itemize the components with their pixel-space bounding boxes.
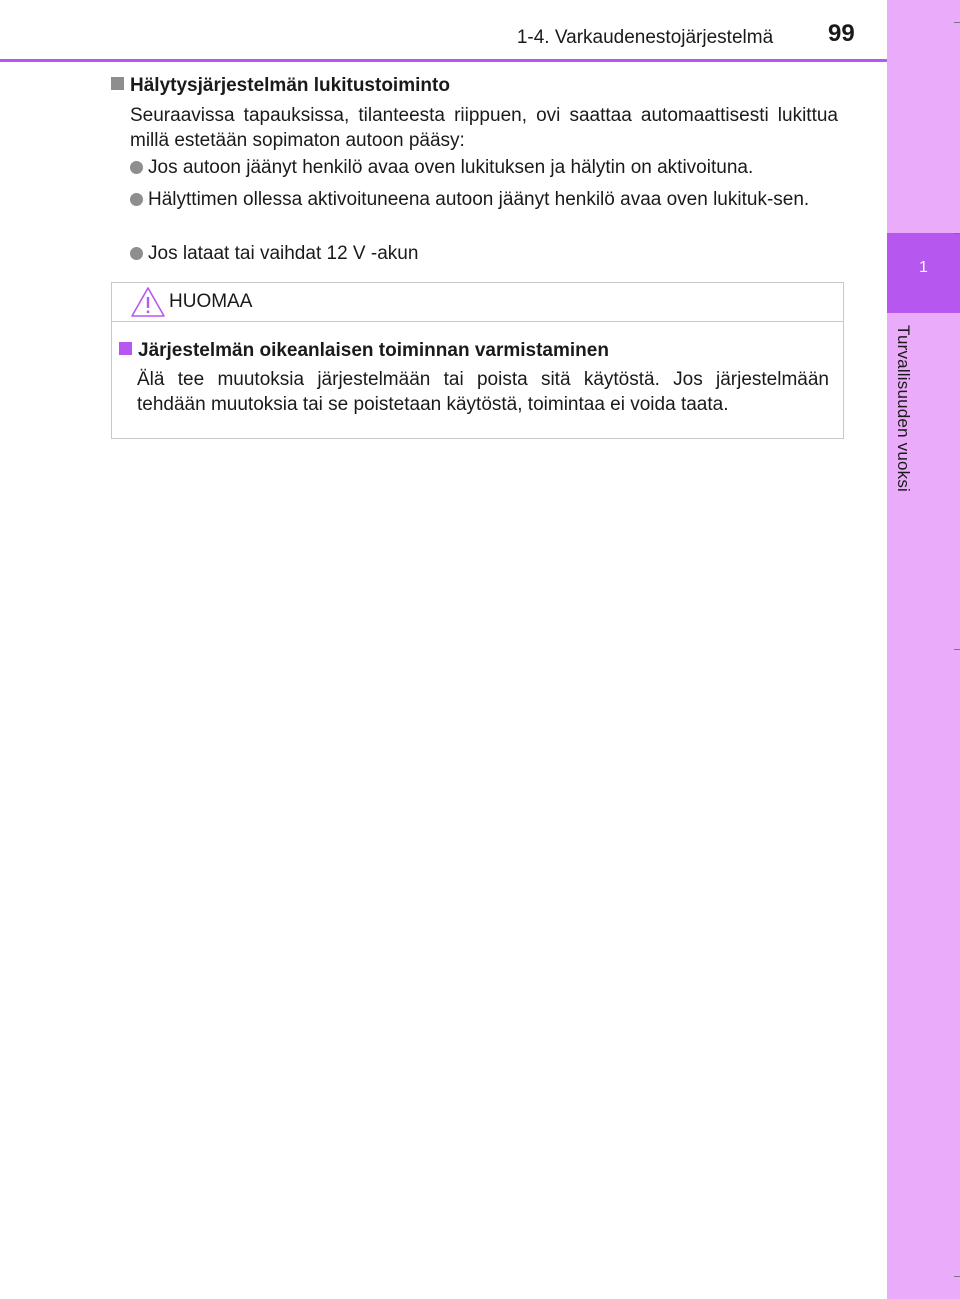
- notice-title: HUOMAA: [169, 291, 253, 312]
- side-tab-chapter-title: Turvallisuuden vuoksi: [894, 325, 913, 493]
- notice-box: [111, 282, 844, 439]
- notice-text: Älä tee muutoksia järjestelmään tai poista sitä käytöstä. Jos järjestelmään tehdään muutoksia tai se poistetaan käytöstä, toimintaa ei voida taata.: [137, 369, 829, 415]
- crop-mark: [954, 233, 960, 234]
- page-number: 99: [828, 20, 855, 47]
- section-heading-text: Hälytysjärjestelmän lukitustoiminto: [130, 75, 450, 96]
- round-bullet-icon: [130, 193, 143, 206]
- side-tab-strip: [887, 0, 960, 1299]
- list-item-text: Hälyttimen ollessa aktivoituneena autoon jäänyt henkilö avaa oven lukituk-sen.: [148, 189, 810, 210]
- header-section-title: 1-4. Varkaudenestojärjestelmä: [516, 27, 774, 48]
- section-heading: [111, 75, 450, 97]
- list-item: [130, 187, 860, 212]
- warning-triangle-icon: [130, 286, 166, 318]
- crop-mark: [954, 649, 960, 650]
- notice-heading: [119, 340, 609, 362]
- crop-mark: [954, 1276, 960, 1277]
- crop-mark: [954, 22, 960, 23]
- list-item-text: Jos lataat tai vaihdat 12 V -akun: [148, 243, 419, 264]
- square-bullet-icon: [119, 342, 132, 355]
- notice-heading-text: Järjestelmän oikeanlaisen toiminnan varmistaminen: [138, 340, 609, 361]
- notice-header: [112, 283, 843, 322]
- list-item-text: Jos autoon jäänyt henkilö avaa oven lukituksen ja hälytin on aktivoituna.: [148, 157, 754, 178]
- list-item: [130, 155, 860, 180]
- side-tab-chapter-number: 1: [887, 233, 960, 313]
- header-divider: [0, 59, 887, 62]
- intro-paragraph: Seuraavissa tapauksissa, tilanteesta riippuen, ovi saattaa automaattisesti lukittua millä estetään sopimaton autoon pääsy:: [130, 105, 838, 151]
- list-item: [130, 241, 860, 266]
- round-bullet-icon: [130, 247, 143, 260]
- round-bullet-icon: [130, 161, 143, 174]
- square-bullet-icon: [111, 77, 124, 90]
